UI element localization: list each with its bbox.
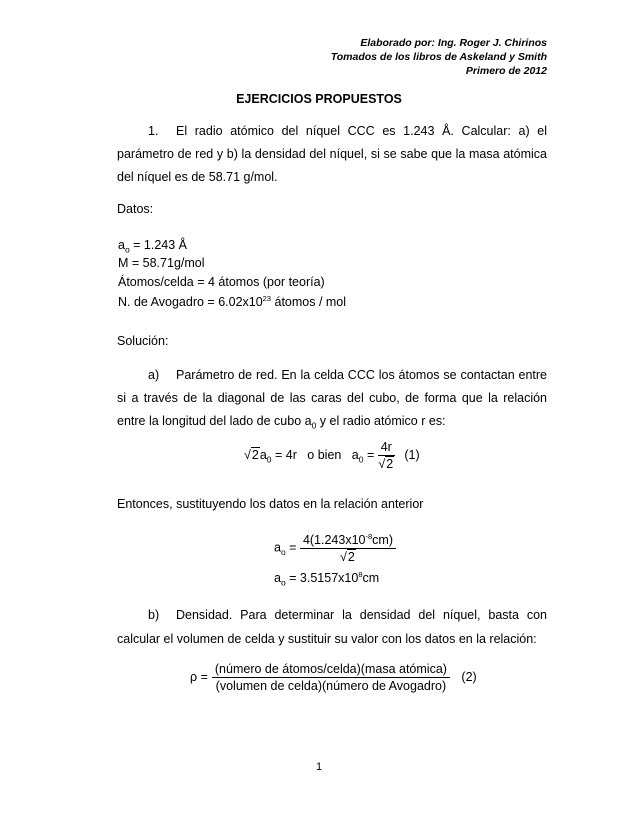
part-a-label: a) [148, 368, 160, 382]
equation-1 [244, 440, 420, 471]
eq1-numerator: 4r [378, 440, 395, 456]
eq2-a-subscript: o [280, 546, 286, 557]
eq4-tag: (2) [461, 669, 477, 684]
sqrt-2: √2 [244, 447, 259, 462]
eq3-unit: cm [362, 571, 380, 586]
eq4-numerator: (número de átomos/celda)(masa atómica) [212, 662, 450, 678]
eq1-a0-subscript: 0 [358, 454, 364, 465]
exercise-line-3: del níquel es de 58.71 g/mol. [117, 170, 278, 184]
a0-subscript: o [124, 244, 130, 255]
part-a-line-1: Parámetro de red. En la celda CCC los átomos se contactan entre [176, 368, 547, 382]
eq4-lhs: ρ = [190, 669, 208, 684]
eq2-equals: = [285, 540, 300, 555]
part-b-label: b) [148, 608, 160, 622]
datos-atoms-per-cell: Átomos/celda = 4 átomos (por teoría) [118, 275, 325, 289]
avogadro-exponent: 23 [262, 294, 272, 303]
eq4-denominator: (volumen de celda)(número de Avogadro) [215, 679, 447, 693]
exercise-number: 1. [148, 124, 159, 138]
eq2-fraction [300, 532, 396, 564]
page-title: EJERCICIOS PROPUESTOS [236, 92, 402, 106]
eq1-tag: (1) [404, 447, 420, 462]
part-b-line-1: Densidad. Para determinar la densidad del níquel, basta con [176, 608, 547, 622]
part-a-line-3 [117, 414, 446, 431]
eq1-a-symbol: a [259, 447, 267, 462]
avogadro-unit: átomos / mol [271, 295, 347, 310]
a0-value: = 1.243 Å [129, 238, 188, 252]
part-a-line-2: si a través de la diagonal de las caras del cubo, de forma que la relación [117, 391, 547, 405]
eq2-denominator: √2 [340, 550, 355, 565]
datos-a0 [118, 238, 187, 255]
part-a-line-3-end: y el radio atómico r es: [316, 414, 446, 428]
equation-a0-result [274, 570, 379, 588]
eq3-a-subscript: o [280, 577, 286, 588]
eq1-fraction [378, 440, 395, 471]
datos-heading: Datos: [117, 202, 154, 216]
avogadro-prefix: N. de Avogadro = 6.02x10 [118, 295, 263, 310]
eq2-a-symbol: a [274, 540, 281, 555]
eq1-equals: = [363, 447, 378, 462]
part-a-line-3-subscript: 0 [311, 420, 317, 431]
equation-2 [190, 662, 477, 693]
eq1-middle: = 4r o bien a [271, 447, 359, 462]
header-source: Tomados de los libros de Askeland y Smith [330, 51, 547, 63]
then-text: Entonces, sustituyendo los datos en la relación anterior [117, 497, 424, 511]
part-a-line-3-text: entre la longitud del lado de cubo a [117, 414, 312, 428]
solucion-heading: Solución: [117, 334, 169, 348]
eq3-exponent: 8 [358, 570, 363, 579]
eq4-fraction [212, 662, 450, 693]
eq3-value: = 3.5157x10 [285, 571, 359, 586]
header-author: Elaborado por: Ing. Roger J. Chirinos [360, 37, 547, 49]
eq1-denominator: √2 [378, 457, 394, 471]
eq1-a-subscript: 0 [266, 454, 272, 465]
exercise-line-2: parámetro de red y b) la densidad del níquel, si se sabe que la masa atómica [117, 147, 547, 161]
exercise-line-1: El radio atómico del níquel CCC es 1.243 Å. Calcular: a) el [176, 124, 547, 138]
header-date: Primero de 2012 [465, 65, 547, 77]
datos-mass: M = 58.71g/mol [118, 256, 205, 270]
a0-symbol: a [118, 238, 125, 252]
page-number: 1 [315, 761, 323, 773]
eq2-numerator: $4(1.243x10^{-8}cm)$ [300, 532, 396, 549]
equation-a0-substitution [274, 532, 396, 564]
datos-avogadro [118, 294, 346, 309]
eq3-a-symbol: a [274, 571, 281, 586]
part-b-line-2: calcular el volumen de celda y sustituir su valor con los datos en la relación: [117, 632, 537, 646]
